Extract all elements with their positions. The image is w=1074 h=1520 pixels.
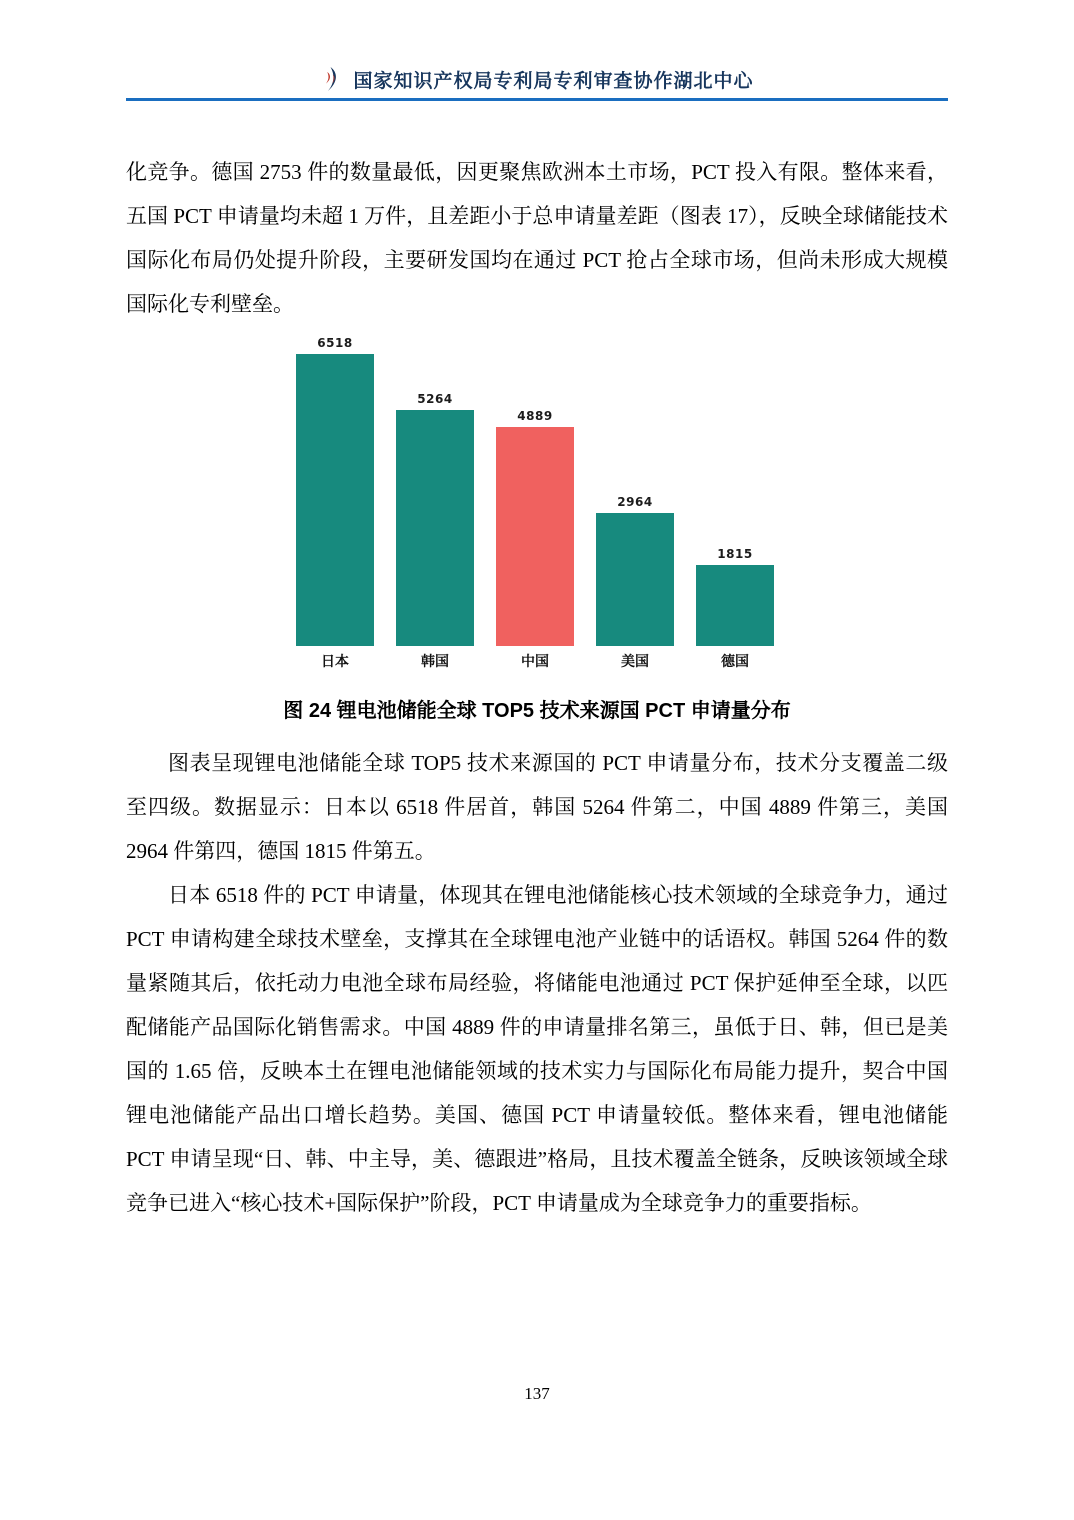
- bar-column: [296, 336, 374, 672]
- page-number: 137: [524, 1384, 550, 1403]
- page-body: [0, 150, 1074, 1225]
- bar-category-label: 中国: [521, 654, 549, 670]
- bar-category-label: 韩国: [421, 654, 449, 670]
- header-row: [126, 62, 948, 96]
- bar-value-label: 2964: [617, 495, 653, 509]
- paragraph-analysis: 日本 6518 件的 PCT 申请量，体现其在锂电池储能核心技术领域的全球竞争力，通过 PCT 申请构建全球技术壁垒，支撑其在全球锂电池产业链中的话语权。韩国 5264 件的数量紧随其后，依托动力电池全球布局经验，将储能电池通过 PCT 保护延伸至全球，以匹配储能产品国际化销售需求。中国 4889 件的申请量排名第三，虽低于日、韩，但已是美国的 1.65 倍，反映本土在锂电池储能领域的技术实力与国际化布局能力提升，契合中国锂电池储能产品出口增长趋势。美国、德国 PCT 申请量较低。整体来看，锂电池储能 PCT 申请呈现“日、韩、中主导，美、德跟进”格局，且技术覆盖全链条，反映该领域全球竞争已进入“核心技术+国际保护”阶段，PCT 申请量成为全球竞争力的重要指标。: [126, 883, 948, 1215]
- bar-column: [696, 547, 774, 672]
- bar-value-label: 5264: [417, 392, 453, 406]
- bar-category-label: 德国: [721, 654, 749, 670]
- bar-chart-bars: [296, 336, 778, 672]
- bar-category-label: 美国: [621, 654, 649, 670]
- bar-2: [396, 410, 474, 646]
- org-logo-icon: [320, 65, 343, 93]
- bar-value-label: 6518: [317, 336, 353, 350]
- bar-3: [496, 427, 574, 646]
- bar-value-label: 1815: [717, 547, 753, 561]
- bar-category-label: 日本: [321, 654, 349, 670]
- bar-value-label: 4889: [517, 409, 553, 423]
- page-header: [0, 0, 1074, 101]
- bar-column: [396, 392, 474, 672]
- bar-column: [596, 495, 674, 672]
- paragraph-summary: 图表呈现锂电池储能全球 TOP5 技术来源国的 PCT 申请量分布，技术分支覆盖二级至四级。数据显示：日本以 6518 件居首，韩国 5264 件第二，中国 4889 件第三，美国 2964 件第四，德国 1815 件第五。: [126, 751, 948, 863]
- header-rule: [126, 98, 948, 101]
- bar-4: [596, 513, 674, 646]
- pct-bar-chart: [126, 336, 948, 723]
- paragraph-continuation: 化竞争。德国 2753 件的数量最低，因更聚焦欧洲本土市场，PCT 投入有限。整体来看，五国 PCT 申请量均未超 1 万件，且差距小于总申请量差距（图表 17），反映全球储能技术国际化布局仍处提升阶段，主要研发国均在通过 PCT 抢占全球市场，但尚未形成大规模国际化专利壁垒。: [126, 160, 948, 316]
- chart-caption: 图 24 锂电池储能全球 TOP5 技术来源国 PCT 申请量分布: [283, 700, 791, 722]
- bar-5: [696, 565, 774, 646]
- bar-column: [496, 409, 574, 672]
- bar-1: [296, 354, 374, 646]
- header-title: 国家知识产权局专利局专利审查协作湖北中心: [353, 70, 754, 92]
